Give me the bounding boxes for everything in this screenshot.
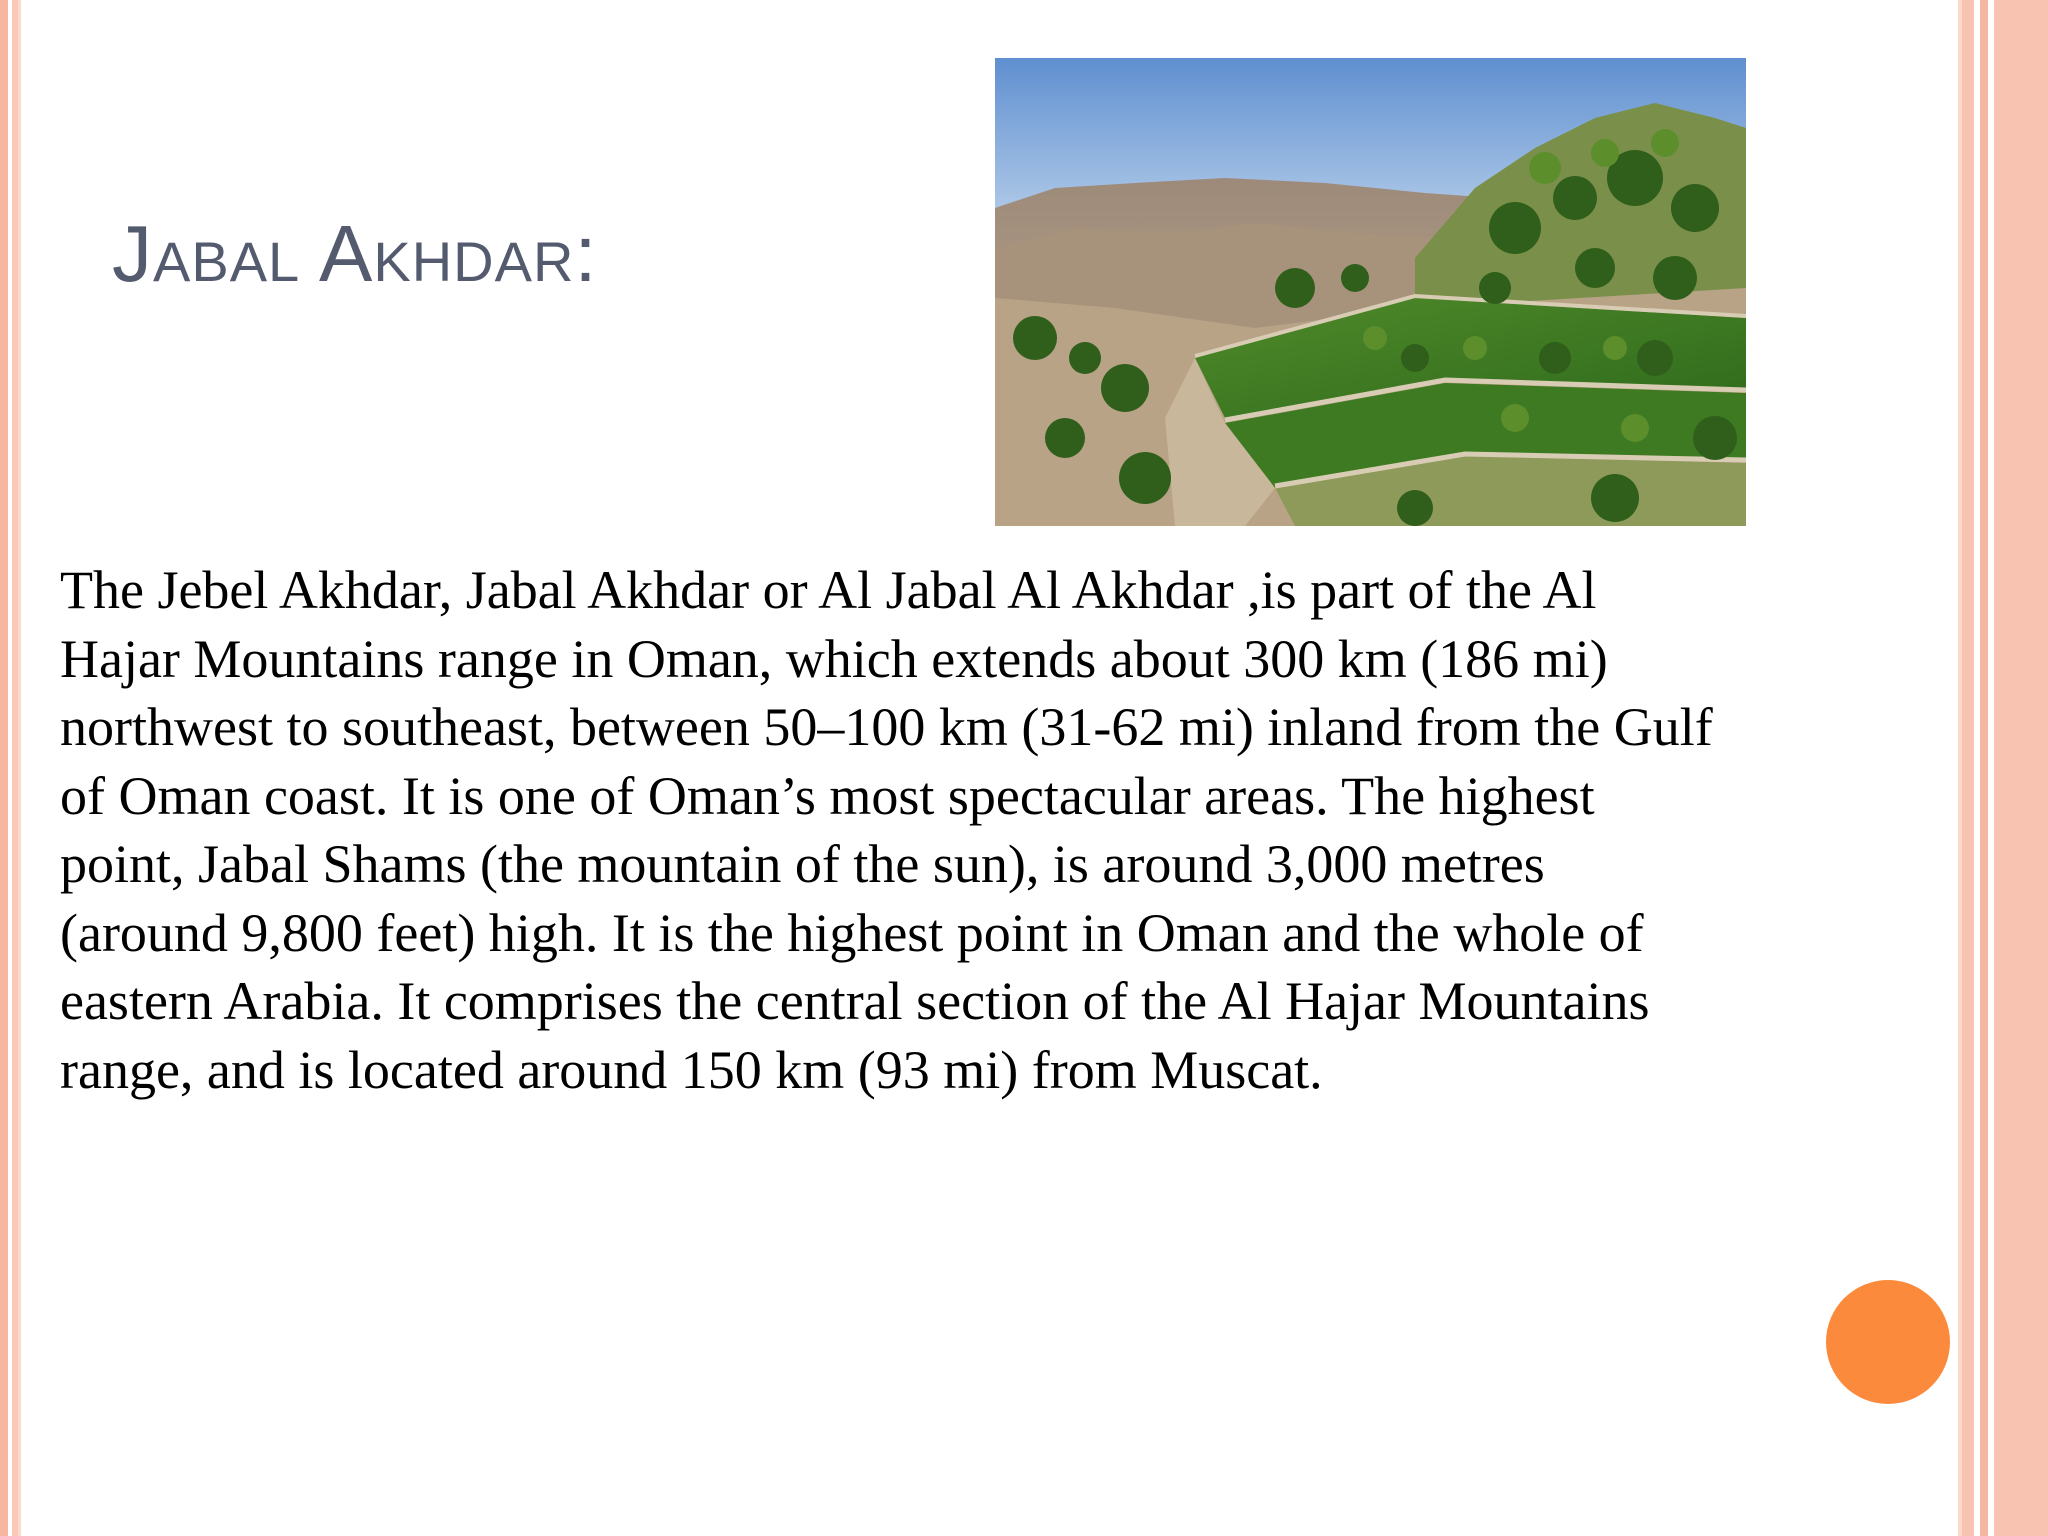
body-line: The Jebel Akhdar, Jabal Akhdar or Al Jabal Al Akhdar ,is part of the Al [60,560,1597,620]
body-line: northwest to southeast, between 50–100 km (31-62 mi) inland from the Gulf [60,697,1713,757]
right-border-stripe [1962,0,1974,1536]
body-line: point, Jabal Shams (the mountain of the sun), is around 3,000 metres [60,834,1545,894]
decorative-orange-circle [1826,1280,1950,1404]
right-border-stripe [1980,0,1988,1536]
left-border-stripe [0,0,8,1536]
body-line: of Oman coast. It is one of Oman’s most spectacular areas. The highest [60,765,1595,826]
mountain-terraces-photo [995,58,1746,526]
body-line: range, and is located around 150 km (93 mi) from Muscat. [60,1039,1323,1100]
body-line: Hajar Mountains range in Oman, which extends about 300 km (186 mi) [60,628,1608,689]
body-line: (around 9,800 feet) high. It is the highest point in Oman and the whole of [60,902,1644,963]
body-paragraph [60,556,1840,1104]
right-border-stripe [1994,0,2048,1536]
body-line: eastern Arabia. It comprises the central section of the Al Hajar Mountains [60,971,1650,1031]
landscape-image [995,58,1746,526]
slide-title: Jabal Akhdar: [112,209,598,298]
left-border-stripe [18,0,21,1536]
